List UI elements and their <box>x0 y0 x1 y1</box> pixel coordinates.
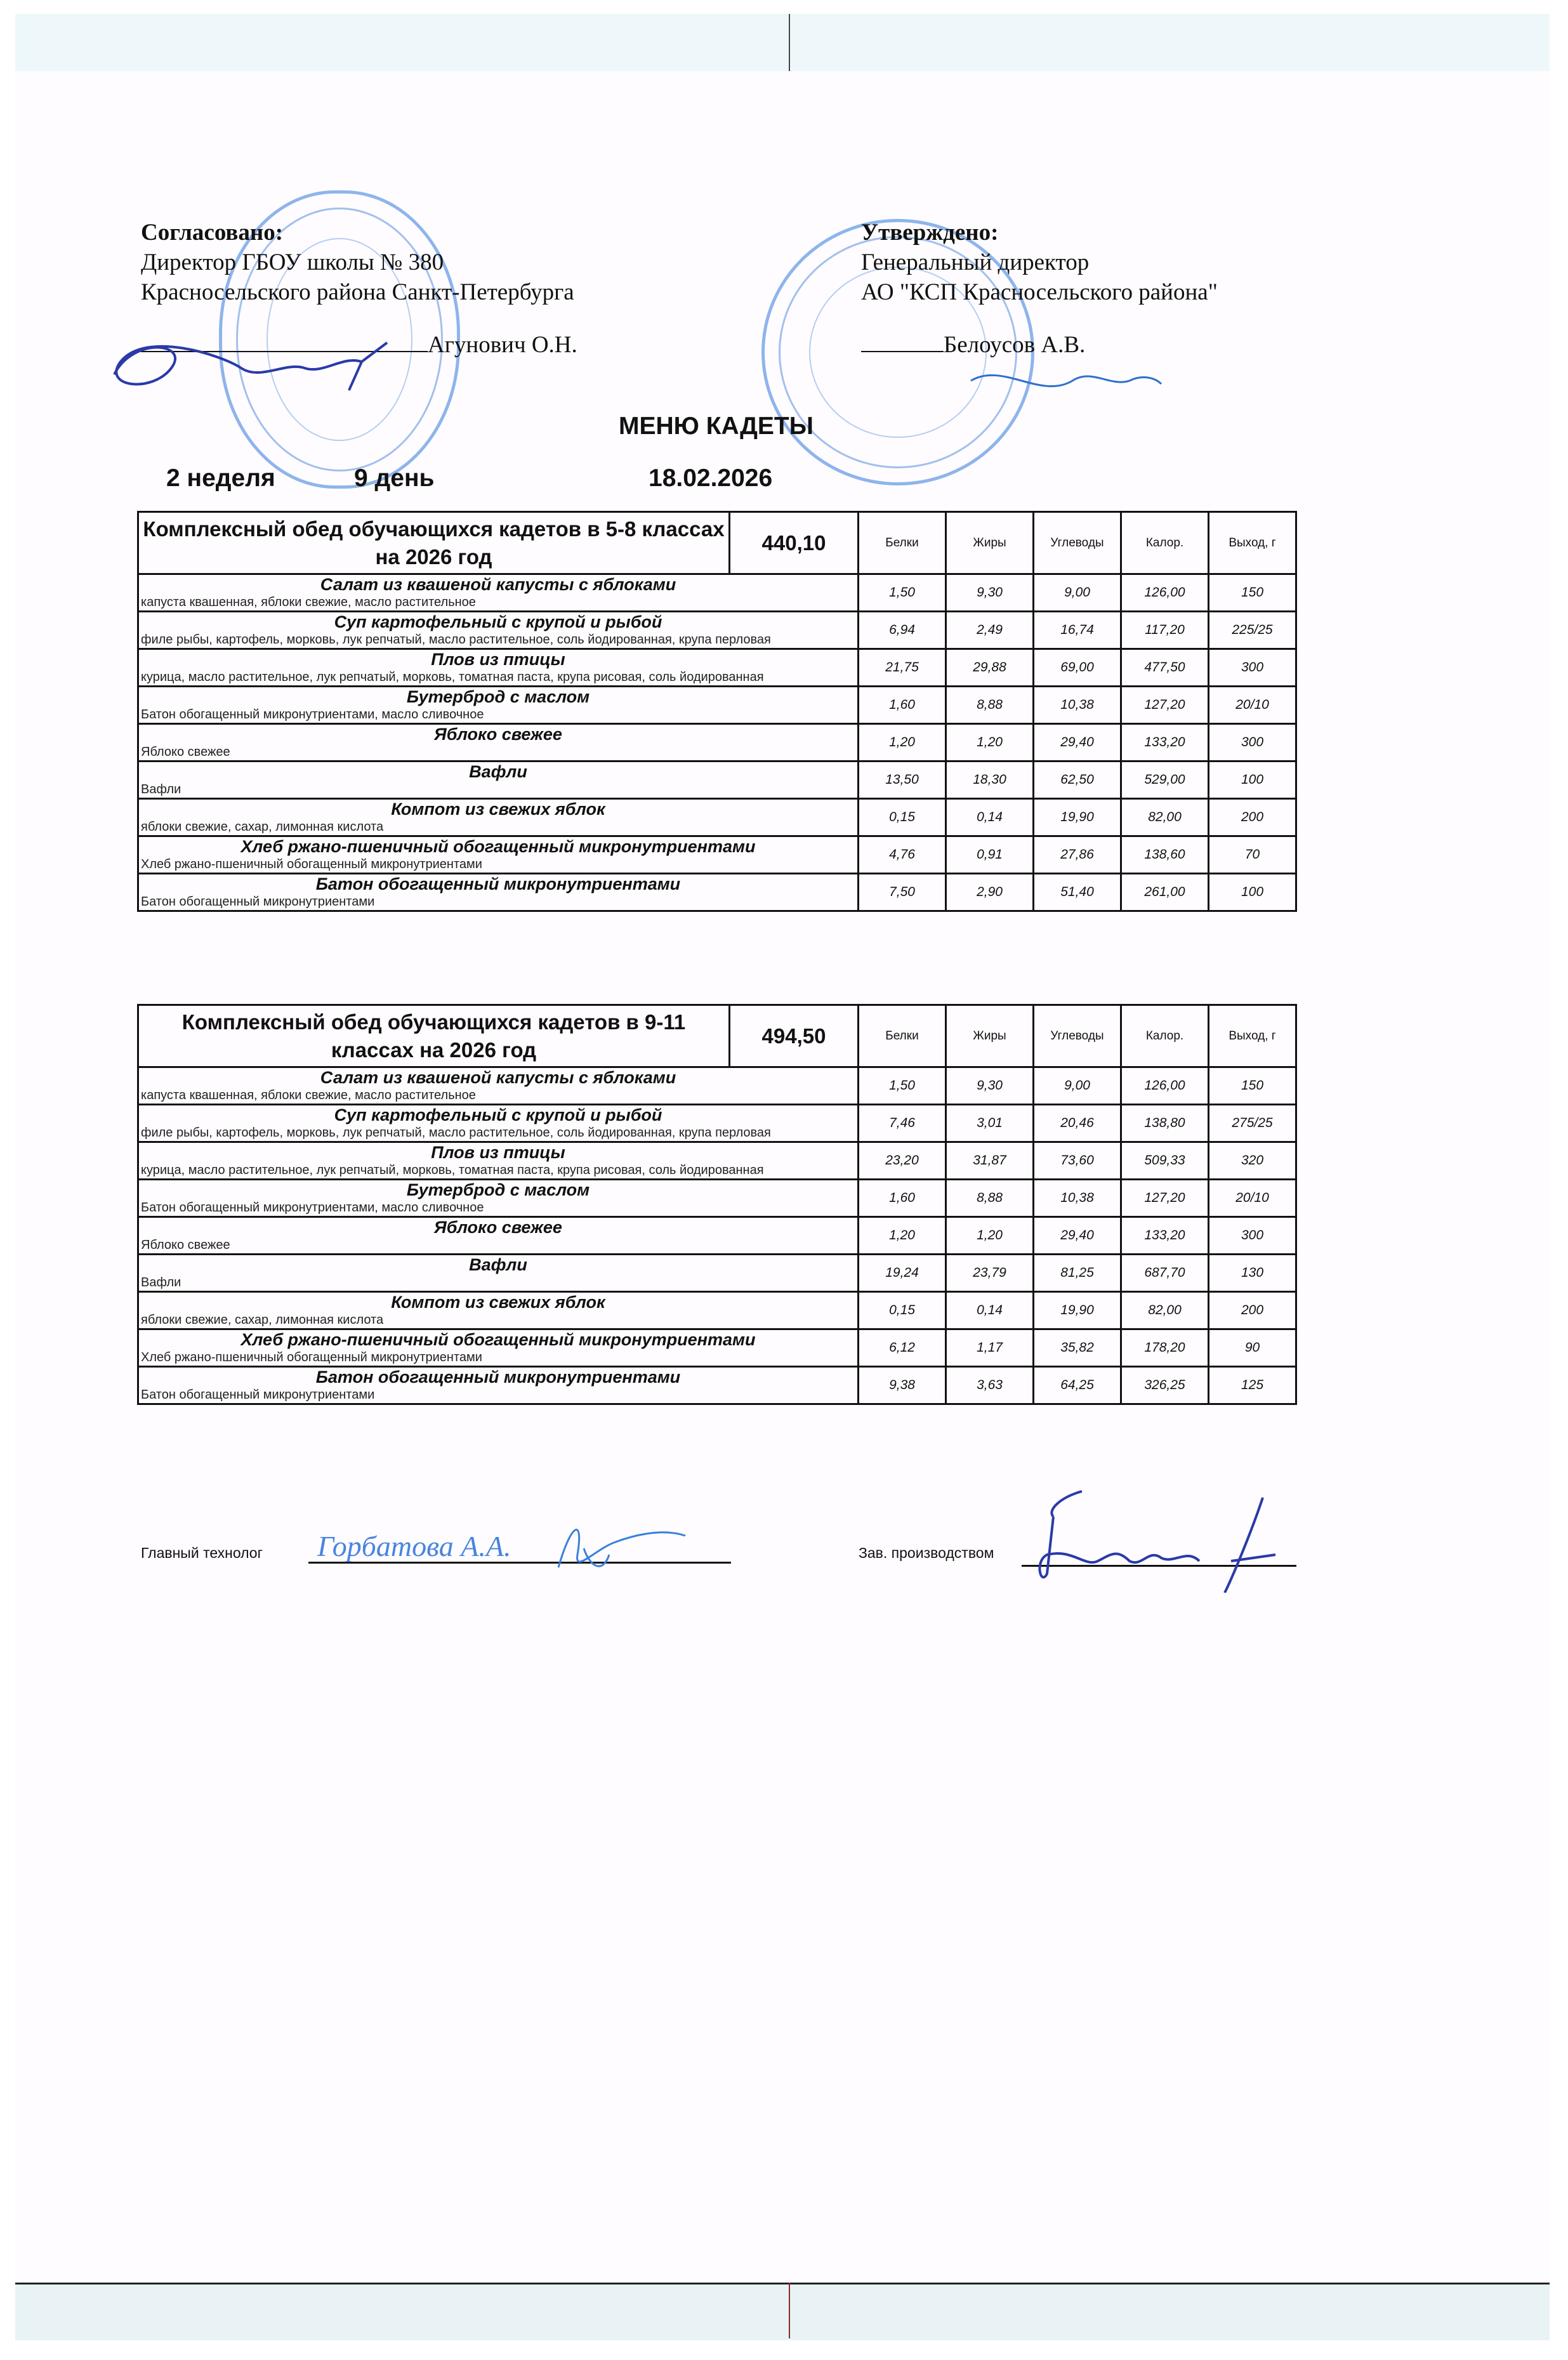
value-fat: 1,17 <box>946 1329 1034 1367</box>
value-carbs: 10,38 <box>1034 687 1121 724</box>
value-calories: 529,00 <box>1121 761 1209 799</box>
table-row <box>138 724 1296 761</box>
value-carbs: 9,00 <box>1034 574 1121 612</box>
value-yield: 320 <box>1209 1142 1296 1180</box>
value-yield: 20/10 <box>1209 1180 1296 1217</box>
value-protein: 7,46 <box>859 1105 946 1142</box>
scanner-edge-bottom <box>15 2283 1550 2340</box>
approval-agreed-organization: Красносельского района Санкт-Петербурга <box>141 279 574 305</box>
signature-line <box>861 351 944 352</box>
value-carbs: 27,86 <box>1034 836 1121 874</box>
production-head-label: Зав. производством <box>859 1545 994 1561</box>
value-fat: 0,91 <box>946 836 1034 874</box>
value-calories: 477,50 <box>1121 649 1209 687</box>
value-calories: 133,20 <box>1121 1217 1209 1255</box>
value-calories: 82,00 <box>1121 799 1209 836</box>
value-fat: 8,88 <box>946 687 1034 724</box>
dish-ingredients: Батон обогащенный микронутриентами, масло сливочное <box>141 1201 484 1215</box>
value-yield: 90 <box>1209 1329 1296 1367</box>
dish-cell <box>138 1217 859 1255</box>
value-protein: 19,24 <box>859 1255 946 1292</box>
chief-technologist-label: Главный технолог <box>141 1545 263 1561</box>
table-row <box>138 574 1296 612</box>
dish-name: Хлеб ржано-пшеничный обогащенный микронутриентами <box>240 1330 756 1349</box>
table-row <box>138 687 1296 724</box>
value-carbs: 35,82 <box>1034 1329 1121 1367</box>
value-yield: 150 <box>1209 1067 1296 1105</box>
value-protein: 7,50 <box>859 874 946 911</box>
value-calories: 326,25 <box>1121 1367 1209 1404</box>
value-carbs: 62,50 <box>1034 761 1121 799</box>
column-header-protein: Белки <box>859 512 946 574</box>
menu-week: 2 неделя <box>166 465 275 492</box>
value-fat: 31,87 <box>946 1142 1034 1180</box>
value-protein: 0,15 <box>859 1292 946 1329</box>
dish-name: Бутерброд с маслом <box>406 687 590 706</box>
value-yield: 125 <box>1209 1367 1296 1404</box>
director-signature <box>95 330 425 400</box>
value-calories: 138,80 <box>1121 1105 1209 1142</box>
fold-line-top <box>789 14 790 71</box>
dish-name: Яблоко свежее <box>434 1218 562 1237</box>
dish-ingredients: Яблоко свежее <box>141 745 230 759</box>
column-header-carbs: Углеводы <box>1034 512 1121 574</box>
dish-cell <box>138 1367 859 1404</box>
value-calories: 126,00 <box>1121 574 1209 612</box>
table-row <box>138 1142 1296 1180</box>
menu-title: МЕНЮ КАДЕТЫ <box>619 412 814 440</box>
dish-name: Салат из квашеной капусты с яблоками <box>320 575 676 594</box>
value-yield: 300 <box>1209 649 1296 687</box>
value-carbs: 69,00 <box>1034 649 1121 687</box>
value-yield: 300 <box>1209 1217 1296 1255</box>
value-protein: 13,50 <box>859 761 946 799</box>
table-row <box>138 874 1296 911</box>
value-fat: 1,20 <box>946 724 1034 761</box>
dish-cell <box>138 687 859 724</box>
approval-agreed-signer: Агунович О.Н. <box>428 332 577 358</box>
value-carbs: 73,60 <box>1034 1142 1121 1180</box>
dish-name: Плов из птицы <box>431 650 565 669</box>
dish-cell <box>138 612 859 649</box>
value-carbs: 16,74 <box>1034 612 1121 649</box>
dish-cell <box>138 874 859 911</box>
approval-approved-position: Генеральный директор <box>861 249 1090 275</box>
value-protein: 1,20 <box>859 1217 946 1255</box>
table-row <box>138 1329 1296 1367</box>
table-row <box>138 1367 1296 1404</box>
dish-name: Салат из квашеной капусты с яблоками <box>320 1068 676 1087</box>
approval-approved-block <box>861 218 1218 360</box>
value-protein: 23,20 <box>859 1142 946 1180</box>
value-protein: 6,12 <box>859 1329 946 1367</box>
dish-name: Вафли <box>469 1255 527 1274</box>
value-fat: 9,30 <box>946 574 1034 612</box>
value-calories: 117,20 <box>1121 612 1209 649</box>
dish-ingredients: Яблоко свежее <box>141 1238 230 1252</box>
value-fat: 0,14 <box>946 1292 1034 1329</box>
value-carbs: 81,25 <box>1034 1255 1121 1292</box>
value-carbs: 19,90 <box>1034 1292 1121 1329</box>
dish-ingredients: яблоки свежие, сахар, лимонная кислота <box>141 1313 384 1327</box>
value-fat: 18,30 <box>946 761 1034 799</box>
column-header-calories: Калор. <box>1121 1005 1209 1067</box>
dish-cell <box>138 1142 859 1180</box>
table-row <box>138 1105 1296 1142</box>
dish-name: Компот из свежих яблок <box>391 800 605 819</box>
menu-set-title: Комплексный обед обучающихся кадетов в 5-8 классах на 2026 год <box>138 512 730 574</box>
value-yield: 100 <box>1209 761 1296 799</box>
dish-ingredients: курица, масло растительное, лук репчатый, морковь, томатная паста, крупа рисовая, соль йодированная <box>141 670 764 684</box>
table-row <box>138 799 1296 836</box>
value-protein: 4,76 <box>859 836 946 874</box>
value-fat: 23,79 <box>946 1255 1034 1292</box>
value-carbs: 19,90 <box>1034 799 1121 836</box>
table-row <box>138 1180 1296 1217</box>
dish-ingredients: филе рыбы, картофель, морковь, лук репчатый, масло растительное, соль йодированная, крупа перловая <box>141 1126 771 1140</box>
value-fat: 0,14 <box>946 799 1034 836</box>
dish-cell <box>138 799 859 836</box>
dish-cell <box>138 1255 859 1292</box>
value-carbs: 10,38 <box>1034 1180 1121 1217</box>
dish-ingredients: яблоки свежие, сахар, лимонная кислота <box>141 820 384 834</box>
value-carbs: 64,25 <box>1034 1367 1121 1404</box>
dish-name: Яблоко свежее <box>434 725 562 744</box>
approval-approved-heading: Утверждено: <box>861 220 999 246</box>
value-fat: 9,30 <box>946 1067 1034 1105</box>
value-yield: 300 <box>1209 724 1296 761</box>
value-fat: 2,49 <box>946 612 1034 649</box>
value-protein: 1,20 <box>859 724 946 761</box>
menu-date: 18.02.2026 <box>649 465 773 492</box>
dish-cell <box>138 1067 859 1105</box>
column-header-yield: Выход, г <box>1209 512 1296 574</box>
table-row <box>138 1292 1296 1329</box>
table-row <box>138 1067 1296 1105</box>
value-fat: 29,88 <box>946 649 1034 687</box>
dish-cell <box>138 649 859 687</box>
table-row <box>138 649 1296 687</box>
dish-cell <box>138 761 859 799</box>
value-calories: 509,33 <box>1121 1142 1209 1180</box>
table-row <box>138 1217 1296 1255</box>
value-fat: 1,20 <box>946 1217 1034 1255</box>
value-calories: 126,00 <box>1121 1067 1209 1105</box>
dish-name: Хлеб ржано-пшеничный обогащенный микронутриентами <box>240 837 756 856</box>
dish-ingredients: Батон обогащенный микронутриентами <box>141 895 375 909</box>
dish-ingredients: Вафли <box>141 782 181 796</box>
fold-line-bottom <box>789 2283 790 2338</box>
dish-name: Плов из птицы <box>431 1143 565 1162</box>
dish-ingredients: Батон обогащенный микронутриентами <box>141 1388 375 1402</box>
value-protein: 1,60 <box>859 1180 946 1217</box>
value-protein: 1,60 <box>859 687 946 724</box>
dish-ingredients: капуста квашенная, яблоки свежие, масло растительное <box>141 595 476 609</box>
dish-ingredients: Батон обогащенный микронутриентами, масло сливочное <box>141 708 484 722</box>
table-row <box>138 1255 1296 1292</box>
value-yield: 100 <box>1209 874 1296 911</box>
menu-set-price: 494,50 <box>730 1005 859 1067</box>
value-yield: 130 <box>1209 1255 1296 1292</box>
value-calories: 178,20 <box>1121 1329 1209 1367</box>
value-protein: 6,94 <box>859 612 946 649</box>
dish-cell <box>138 1180 859 1217</box>
table-row <box>138 612 1296 649</box>
value-protein: 1,50 <box>859 574 946 612</box>
value-yield: 200 <box>1209 799 1296 836</box>
menu-table-grades-9-11 <box>137 1004 1297 1405</box>
column-header-fat: Жиры <box>946 512 1034 574</box>
dish-cell <box>138 574 859 612</box>
value-calories: 82,00 <box>1121 1292 1209 1329</box>
approval-agreed-heading: Согласовано: <box>141 220 284 246</box>
value-fat: 3,63 <box>946 1367 1034 1404</box>
dish-ingredients: Вафли <box>141 1276 181 1289</box>
table-header-row <box>138 512 1296 574</box>
table-header-row <box>138 1005 1296 1067</box>
dish-name: Батон обогащенный микронутриентами <box>315 1368 681 1387</box>
dish-cell <box>138 1105 859 1142</box>
column-header-fat: Жиры <box>946 1005 1034 1067</box>
dish-ingredients: филе рыбы, картофель, морковь, лук репчатый, масло растительное, соль йодированная, крупа перловая <box>141 633 771 647</box>
value-carbs: 9,00 <box>1034 1067 1121 1105</box>
menu-table-grades-5-8 <box>137 511 1297 912</box>
dish-ingredients: капуста квашенная, яблоки свежие, масло растительное <box>141 1088 476 1102</box>
dish-name: Компот из свежих яблок <box>391 1293 605 1312</box>
dish-cell <box>138 724 859 761</box>
table-row <box>138 761 1296 799</box>
value-carbs: 29,40 <box>1034 1217 1121 1255</box>
value-calories: 133,20 <box>1121 724 1209 761</box>
value-calories: 138,60 <box>1121 836 1209 874</box>
approval-approved-signer: Белоусов А.В. <box>944 332 1086 358</box>
column-header-carbs: Углеводы <box>1034 1005 1121 1067</box>
value-protein: 1,50 <box>859 1067 946 1105</box>
dish-cell <box>138 1292 859 1329</box>
menu-set-title: Комплексный обед обучающихся кадетов в 9-11 классах на 2026 год <box>138 1005 730 1067</box>
value-carbs: 20,46 <box>1034 1105 1121 1142</box>
value-fat: 8,88 <box>946 1180 1034 1217</box>
value-calories: 127,20 <box>1121 687 1209 724</box>
dish-name: Суп картофельный с крупой и рыбой <box>334 612 662 631</box>
dish-cell <box>138 1329 859 1367</box>
value-calories: 687,70 <box>1121 1255 1209 1292</box>
approval-approved-organization: АО "КСП Красносельского района" <box>861 279 1218 305</box>
value-yield: 150 <box>1209 574 1296 612</box>
table-row <box>138 836 1296 874</box>
dish-ingredients: Хлеб ржано-пшеничный обогащенный микронутриентами <box>141 857 482 871</box>
dish-ingredients: Хлеб ржано-пшеничный обогащенный микронутриентами <box>141 1350 482 1364</box>
dish-cell <box>138 836 859 874</box>
production-head-signature <box>1022 1485 1377 1593</box>
menu-day: 9 день <box>354 465 435 492</box>
value-protein: 0,15 <box>859 799 946 836</box>
value-calories: 127,20 <box>1121 1180 1209 1217</box>
value-yield: 20/10 <box>1209 687 1296 724</box>
dish-ingredients: курица, масло растительное, лук репчатый, морковь, томатная паста, крупа рисовая, соль йодированная <box>141 1163 764 1177</box>
value-calories: 261,00 <box>1121 874 1209 911</box>
chief-technologist-name: Горбатова А.А. <box>317 1530 511 1562</box>
value-yield: 70 <box>1209 836 1296 874</box>
value-yield: 225/25 <box>1209 612 1296 649</box>
menu-set-price: 440,10 <box>730 512 859 574</box>
value-yield: 275/25 <box>1209 1105 1296 1142</box>
dish-name: Бутерброд с маслом <box>406 1180 590 1199</box>
value-fat: 2,90 <box>946 874 1034 911</box>
column-header-yield: Выход, г <box>1209 1005 1296 1067</box>
value-yield: 200 <box>1209 1292 1296 1329</box>
column-header-calories: Калор. <box>1121 512 1209 574</box>
value-fat: 3,01 <box>946 1105 1034 1142</box>
scanner-edge-top <box>15 14 1550 71</box>
value-protein: 21,75 <box>859 649 946 687</box>
dish-name: Батон обогащенный микронутриентами <box>315 874 681 893</box>
value-protein: 9,38 <box>859 1367 946 1404</box>
dish-name: Вафли <box>469 762 527 781</box>
column-header-protein: Белки <box>859 1005 946 1067</box>
chief-technologist-signature <box>546 1510 692 1586</box>
value-carbs: 51,40 <box>1034 874 1121 911</box>
value-carbs: 29,40 <box>1034 724 1121 761</box>
approval-agreed-position: Директор ГБОУ школы № 380 <box>141 249 444 275</box>
general-director-signature <box>965 355 1168 406</box>
dish-name: Суп картофельный с крупой и рыбой <box>334 1105 662 1124</box>
